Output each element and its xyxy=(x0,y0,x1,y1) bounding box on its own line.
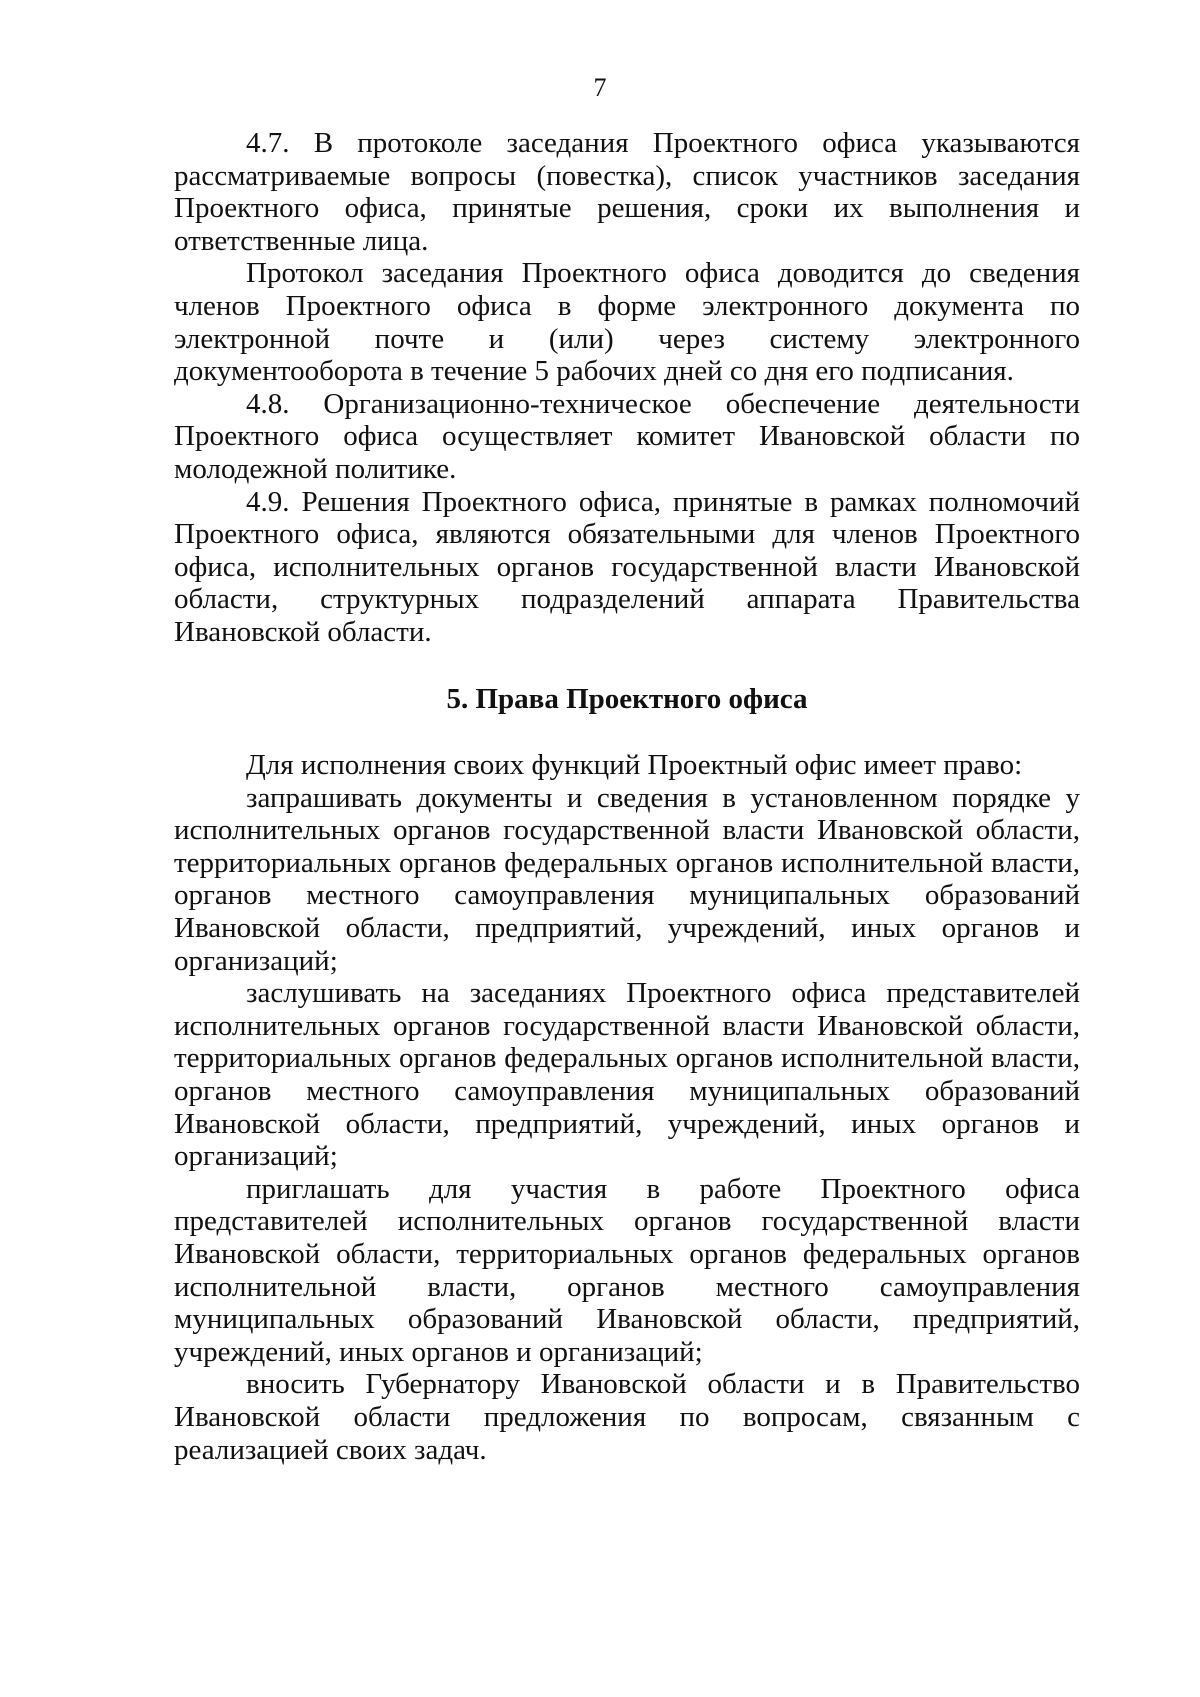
paragraph-protocol-distribution: Протокол заседания Проектного офиса доводится до сведения членов Проектного офиса в форме электронного документа по электронной почте и (или) через систему электронного документооборота в течение 5 рабочих дней со дня его подписания. xyxy=(174,257,1080,388)
paragraph-4-7: 4.7. В протоколе заседания Проектного офиса указываются рассматриваемые вопросы (повестка), список участников заседания Проектного офиса, принятые решения, сроки их выполнения и ответственные лица. xyxy=(174,127,1080,257)
paragraph-4-8: 4.8. Организационно-техническое обеспечение деятельности Проектного офиса осуществляет комитет Ивановской области по молодежной политике. xyxy=(174,387,1080,485)
paragraph-right-request-documents: запрашивать документы и сведения в установленном порядке у исполнительных органов государственной власти Ивановской области, территориальных органов федеральных органов исполнительной власти, органов местного самоуправления муниципальных образований Ивановской области, предприятий, учреждений, иных органов и организаций; xyxy=(174,781,1080,977)
paragraph-right-hear-representatives: заслушивать на заседаниях Проектного офиса представителей исполнительных органов государственной власти Ивановской области, территориальных органов федеральных органов исполнительной власти, органов местного самоуправления муниципальных образований Ивановской области, предприятий, учреждений, иных органов и организаций; xyxy=(174,977,1080,1173)
document-body xyxy=(174,127,1080,1466)
section-title: 5. Права Проектного офиса xyxy=(446,682,808,715)
page-number: 7 xyxy=(593,73,607,102)
paragraph-rights-intro: Для исполнения своих функций Проектный офис имеет право: xyxy=(246,749,1023,782)
paragraph-right-invite-representatives: приглашать для участия в работе Проектного офиса представителей исполнительных органов государственной власти Ивановской области, территориальных органов федеральных органов исполнительной власти, органов местного самоуправления муниципальных образований Ивановской области, предприятий, учреждений, иных органов и организаций; xyxy=(174,1172,1080,1368)
paragraph-right-submit-proposals: вносить Губернатору Ивановской области и в Правительство Ивановской области предложения по вопросам, связанным с реализацией своих задач. xyxy=(174,1368,1080,1466)
paragraph-4-9: 4.9. Решения Проектного офиса, принятые в рамках полномочий Проектного офиса, являются обязательными для членов Проектного офиса, исполнительных органов государственной власти Ивановской области, структурных подразделений аппарата Правительства Ивановской области. xyxy=(174,485,1080,648)
